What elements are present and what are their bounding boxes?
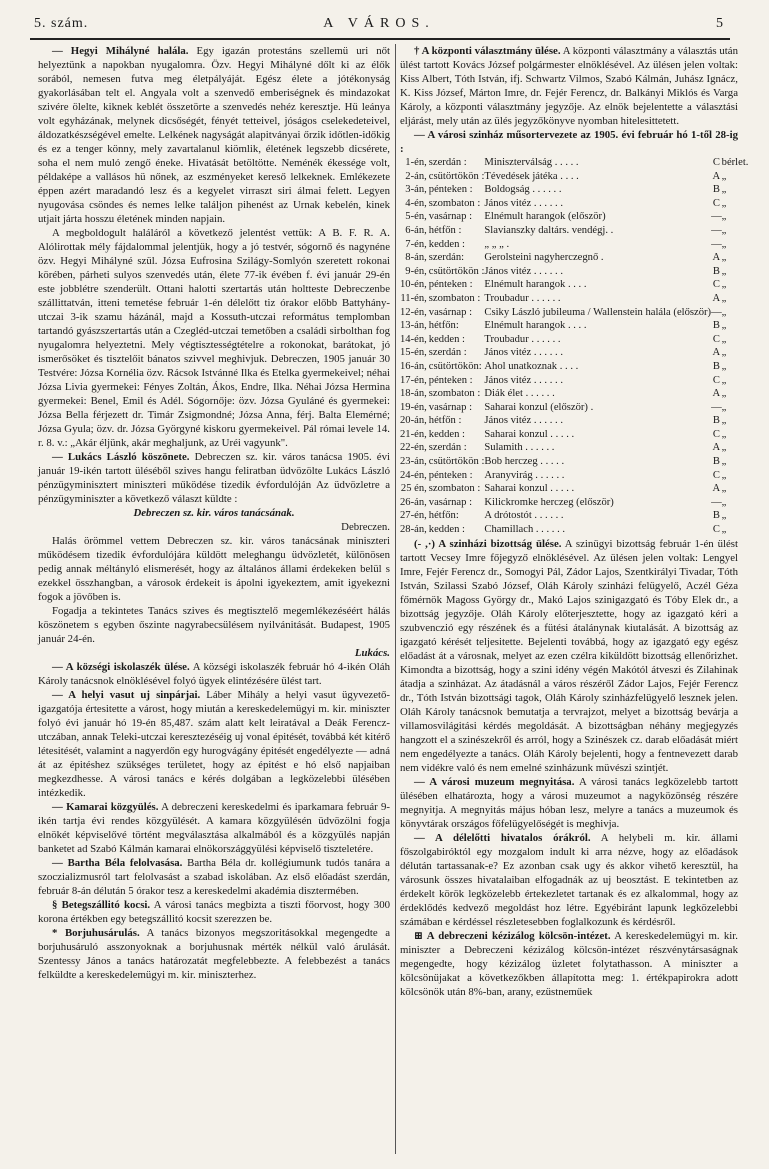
- program-weekday: szerdán :: [428, 442, 467, 454]
- program-subscription: „: [721, 360, 727, 372]
- program-title: Diák élet . . . . . .: [484, 388, 555, 400]
- program-subscription: „: [721, 279, 727, 291]
- program-title: Troubadur . . . . . .: [484, 333, 561, 345]
- program-series: —: [711, 238, 722, 250]
- article-paragraph: [38, 226, 390, 450]
- program-weekday: kedden :: [428, 524, 465, 536]
- program-subscription: „: [721, 224, 727, 236]
- program-subscription: „: [721, 292, 727, 304]
- article-paragraph: [38, 44, 390, 226]
- article-heading: — A délelőtti hivatalos órákról.: [414, 831, 591, 844]
- program-weekday: hétfőn :: [428, 415, 462, 427]
- program-row: [400, 482, 748, 496]
- program-row: [400, 441, 748, 455]
- program-weekday: hétfőn :: [428, 224, 462, 236]
- article-heading: — A városi szinház műsortervezete az 1905. évi február hó 1-től 28-ig :: [400, 129, 738, 155]
- program-title: Saharai konzul (először) .: [484, 401, 594, 413]
- article-heading: — Bartha Béla felolvasása.: [52, 857, 183, 869]
- program-weekday: pénteken :: [428, 279, 473, 291]
- program-weekday: pénteken :: [428, 374, 473, 386]
- column-separator: [395, 44, 396, 1154]
- program-title: Ahol unatkoznak . . . .: [484, 360, 579, 372]
- program-subscription: „: [721, 483, 727, 495]
- program-weekday: pénteken :: [428, 469, 473, 481]
- program-weekday: vasárnap :: [428, 211, 473, 223]
- program-title: János vitéz . . . . . .: [484, 415, 563, 427]
- program-date: 5-én,: [405, 211, 427, 223]
- program-date: 14-én,: [400, 333, 427, 345]
- program-date: 15-én,: [400, 347, 427, 359]
- article-heading: — A városi muzeum megnyitása.: [414, 775, 575, 788]
- program-series: C: [712, 333, 720, 345]
- program-title: Saharai konzul . . . . .: [484, 428, 575, 440]
- article-body: A tanács bizonyos megszoritásokkal megengedte a borjuhusáruló asszonyoknak a borjuhusnak mérték nélkül való árulását. Szentessy János a tanács határozatát megfelebbezte. A felebbezést a tanács felküldte a kereskedelemügyi m. kir. miniszterhez.: [38, 927, 391, 981]
- program-title: Troubadur . . . . . .: [484, 292, 561, 304]
- program-row: [400, 523, 748, 537]
- program-date: 2-án,: [405, 170, 427, 182]
- program-weekday: pénteken :: [428, 184, 473, 196]
- program-weekday: csütörtökön:: [428, 360, 482, 372]
- program-title: Sulamith . . . . . .: [484, 442, 555, 454]
- program-title: Gerolsteini nagyherczegnő .: [484, 252, 604, 264]
- program-row: [400, 455, 748, 469]
- article-body: A központi választmány a választás után ülést tartott Kovács József polgármester elnöklésével. Az ülésen jelen voltak: Kiss Albert, Tóth István, ifj. Schwartz Vilmos, Szabó Kálmán, Juhász Ignácz, K. Kiss József, Márton Imre, dr. Fejér Ferencz, dr. Balkányi Miklós és Varga Károly, a központi választmány jegyzője. Az elnök bejelentette a választási eljárást, mely után az ülés jegyzőkönyve nyomban hitelesittetett.: [400, 45, 738, 127]
- program-row: [400, 292, 748, 306]
- program-series: —: [711, 401, 722, 413]
- article-heading: § Betegszállitó kocsi.: [52, 899, 151, 911]
- program-series: C: [712, 279, 720, 291]
- program-title: Chamillach . . . . . .: [484, 524, 566, 536]
- program-row: [400, 333, 748, 347]
- program-series: —: [711, 496, 722, 508]
- program-series: C: [712, 428, 720, 440]
- article-heading: — Lukács László köszönete.: [52, 451, 190, 463]
- program-date: 24-én,: [400, 469, 427, 481]
- article-paragraph: [38, 450, 390, 506]
- program-subscription: „: [721, 347, 727, 359]
- program-weekday: csütörtökön :: [428, 170, 485, 182]
- program-row: [400, 156, 748, 170]
- program-row: [400, 278, 748, 292]
- program-subscription: „: [721, 320, 727, 332]
- program-series: A: [712, 252, 721, 264]
- program-row: [400, 469, 748, 483]
- program-weekday: szombaton :: [428, 197, 481, 209]
- article-paragraph: [400, 537, 738, 775]
- program-series: B: [712, 265, 720, 277]
- program-row: [400, 238, 748, 252]
- program-row: [400, 224, 748, 238]
- program-date: 7-én,: [405, 238, 427, 250]
- program-subscription: „: [721, 238, 727, 250]
- program-row: [400, 360, 748, 374]
- program-row: [400, 183, 748, 197]
- article-paragraph: [38, 856, 390, 898]
- program-date: 1-én,: [405, 157, 427, 168]
- article-paragraph: [400, 775, 738, 831]
- program-subscription: „: [721, 469, 727, 481]
- program-series: B: [712, 184, 720, 196]
- program-title: Saharai konzul . . . . .: [484, 483, 575, 495]
- article-paragraph: Lukács.: [354, 647, 390, 659]
- program-title: János vitéz . . . . . .: [484, 265, 563, 277]
- program-series: C: [712, 469, 720, 481]
- program-row: [400, 387, 748, 401]
- article-paragraph: [38, 688, 390, 800]
- program-title: „ „ „ .: [484, 238, 510, 250]
- program-date: 10-én,: [400, 279, 427, 291]
- program-weekday: szombaton :: [428, 292, 481, 304]
- program-series: C: [712, 157, 720, 168]
- program-weekday: hétfőn:: [428, 320, 459, 332]
- program-weekday: csütörtökön :: [428, 265, 485, 277]
- program-weekday: szerdán:: [428, 252, 465, 264]
- article-heading: (- ,·) A szinházi bizottság ülése.: [414, 537, 562, 550]
- program-date: 8-án,: [405, 252, 427, 264]
- program-subscription: „: [721, 333, 727, 345]
- program-series: A: [712, 347, 721, 359]
- program-row: [400, 197, 748, 211]
- article-paragraph: Debreczen sz. kir. város tanácsának.: [133, 507, 295, 519]
- program-title: János vitéz . . . . . .: [484, 197, 563, 209]
- program-row: [400, 210, 748, 224]
- article-paragraph: [400, 831, 738, 929]
- article-body: Fogadja a tekintetes Tanács szives és megtisztelő megemlékezéséért hálás köszönetem s egyben őszinte nagyrabecsülésem nyilvánitását. Budapest, 1905 január 24-én.: [38, 605, 390, 645]
- program-subscription: „: [721, 211, 727, 223]
- issue-number: 5. szám.: [34, 16, 89, 31]
- program-title: János vitéz . . . . . .: [484, 347, 563, 359]
- program-date: 9-én,: [405, 265, 427, 277]
- article-body: A megboldogult haláláról a következő jelentést vettük: A B. F. R. A. Alólirottak mély fájdalommal jelentjük, hogy a jó testvér, sógornő és nagynéne özv. Hegyi Mihályné szül. Józsa Eufrosina Szilágy-Somlyón szeretett rokonai körében, párheti sulyos szenvedés után, élete 77-ik évében f. évi január 29-én este jobblétre szenderült. Ottani halotti szertartás után holtteste Debreczenbe szállittatván, itteni temetése február 1-én délelőtt tiz órakor előbb Battyhány-utczai 3-ik szamu házánál, majd a Kossuth-utczai református templomban tartandó gyászszertartás után a Czegléd-utczai temetőben a családi sirbolthan fog nyugalomra helyeztetni. Mely végtisztességtételre a rokonokat, barátokat, jó ismerősöket és tisztelőit bánatos szivvel meghivjuk. Debreczen, 1905 január 30 Testvére: Józsa Kornélia özv. Rácsok Istvánné Ilka és Etelka gyermekeivel; néhai Józsa Livia gyermekei: Fényes Zoltán, Ákos, Endre, Ilka. Néhai Józsa Hermina gyermekei: Benel, Emil és Adél. Sógornője: özv. Józsa Gyuláné és gyermekei: Józsa Bella férjezett dr. Timár Zsigmondné; Józsa Anna, férj. Balta Elemérné; Józsa Gyula; özv. dr. Józsa Györgyné kiskoru gyermekeivel. Pál római levele 14. r. 8. v.: „Akár éljünk, akár meghaljunk, az Uréi vagyunk".: [38, 227, 391, 449]
- article-body: A debreczeni kereskedelmi és iparkamara február 9-ikén tartja évi rendes közgyülését. A kamara közgyülésén üdvözölni fogja elnökét képviselővé történt megválasztása alkalmából és a közgyülés napján banketet ad Szabó Kálmán kamarai elnökországgyülési képviselő tiszteletére.: [38, 801, 390, 855]
- program-subscription: „: [721, 265, 727, 277]
- article-paragraph: [38, 926, 390, 982]
- program-title: Elnémult harangok . . . .: [484, 279, 587, 291]
- article-paragraph: [38, 898, 390, 926]
- program-series: A: [712, 388, 721, 400]
- right-column: [400, 44, 749, 999]
- program-subscription: „: [721, 197, 727, 209]
- program-weekday: szombaton :: [428, 483, 481, 495]
- program-weekday: szerdán :: [428, 157, 467, 168]
- program-title: Tévedések játéka . . . .: [484, 170, 579, 182]
- program-date: 12-én,: [400, 306, 427, 318]
- program-series: B: [712, 415, 720, 427]
- article-body: Egy igazán protestáns szellemü uri nőt helyeztünk a napokban nyugalomra. Özv. Hegyi Mihályné dőlt ki az élők sorából, nemesen futva meg életpályáját. Egész élete a jótékonyság gyakorlásában telt el. Angyala volt a szenvedő emberiségnek és mindazokat szivére ölelte, kiknek keblét összetörte a szenvedés nehéz keresztje. Hü leánya volt egyházának, melynek dicsőségét, fényét tetteivel, jóságos cselekedeteivel, áldozatkészségével emelte. Lelkének nagyságát alapitványai őrzik időtlen-időkig és ez a tenger könny, mely zavartalanul kiömlik, életének legszebb dicsérete, soha el nem muló zengő éneke. Hivatását betöltötte. Neménék ékessége volt, példaképe a vallásos hü nőnek, az eszményeket kereső lelkeknek. Emlékezete éppen azért maradandó lesz és a kegyelet virraszt siri álmai felett. Legyen nyugovása csöndes és nemes lelke találjon pihenést az Urnak kebelén, kinek utjait járta hosszu életének minden napjain.: [38, 45, 390, 225]
- program-date: 25 én,: [400, 483, 427, 495]
- program-series: —: [711, 306, 722, 318]
- program-date: 19-én,: [400, 401, 427, 413]
- program-date: 3-án,: [405, 184, 427, 196]
- program-title: Slavianszky daltárs. vendégj. .: [484, 224, 614, 236]
- article-paragraph: [38, 534, 390, 604]
- program-row: [400, 265, 748, 279]
- program-subscription: „: [721, 374, 727, 386]
- program-subscription: „: [721, 442, 727, 454]
- article-paragraph: Debreczen.: [341, 521, 390, 533]
- masthead-title: A VÁROS.: [323, 16, 435, 31]
- program-row: [400, 428, 748, 442]
- article-heading: — Hegyi Mihályné halála.: [52, 45, 189, 57]
- program-date: 26-án,: [400, 496, 427, 508]
- program-series: C: [712, 197, 720, 209]
- program-series: B: [712, 456, 720, 468]
- program-subscription: „: [721, 510, 727, 522]
- program-weekday: vasárnap :: [428, 496, 473, 508]
- article-paragraph: [400, 44, 738, 128]
- program-weekday: vasárnap :: [428, 306, 473, 318]
- program-date: 23-án,: [400, 456, 427, 468]
- article-heading: — Kamarai közgyülés.: [52, 801, 159, 813]
- program-row: [400, 346, 748, 360]
- article-heading: ⊞ A debreczeni kézizálog kölcsön-intézet.: [414, 929, 611, 942]
- header-rule: [30, 38, 730, 40]
- program-date: 28-án,: [400, 524, 427, 536]
- program-row: [400, 414, 748, 428]
- program-title: János vitéz . . . . . .: [484, 374, 563, 386]
- program-row: [400, 306, 748, 320]
- article-body: Láber Mihály a helyi vasut ügyvezető-igazgatója értesitette a várost, hogy miután a kereskedelemügyi m. kir. miniszter folyó évi január hó 19-én 85,487. szám alatt kelt leiratával a Deák Ferencz-utczában, annak Teleki-utczai keresztezéséig uj vonal épitését, továbbá két kitérő létesitését, valamint a nagyerdőn egy hurogvágány épitését engedélyezte — adná át az épitéshez szükséges területet, hogy az épitést e hó első napjaiban megkezdhesse. A városi tanács e kérés dolgában a legközelebbi ülésében intézkedik.: [38, 689, 390, 799]
- program-series: —: [711, 224, 722, 236]
- program-title: Aranyvirág . . . . . .: [484, 469, 565, 481]
- article-body: A városi tanács legközelebb tartott ülésében elhatározta, hogy a városi muzeumot a nagyközönség részére megnyitja. A megnyitás május hóban lesz, melyre a tanács a muzeumok és könyvtárak országos főfelügyelőségét is meghivja.: [400, 775, 738, 830]
- program-subscription: „: [721, 524, 727, 536]
- program-series: C: [712, 374, 720, 386]
- program-subscription: „: [721, 252, 727, 264]
- article-body: A községi iskolaszék február hó 4-ikén Oláh Károly tanácsnok elnöklésével folyó ügyek elintézésére ülést tart.: [38, 661, 390, 687]
- program-weekday: kedden :: [428, 333, 465, 345]
- program-series: A: [712, 170, 721, 182]
- program-title: Csiky László jubileuma / Wallenstein halála (először): [484, 306, 712, 318]
- program-row: [400, 319, 748, 333]
- article-body: Halás örömmel vettem Debreczen sz. kir. város tanácsának miniszteri működésem tizedik évfordulójára küldött meleghangu üdvözletét, különösen pedig annak méltányló elismerését, hogy az általános állami érdekeken belül s ezekkel összhangban, a városok érdekeit is ápolni igyekeztem, amit igyekezni fogok a jövőben is.: [38, 535, 390, 603]
- program-row: [400, 251, 748, 265]
- program-date: 11-én,: [400, 292, 427, 304]
- program-series: A: [712, 292, 721, 304]
- program-subscription: „: [721, 401, 727, 413]
- program-subscription: „: [721, 428, 727, 440]
- program-weekday: kedden :: [428, 428, 465, 440]
- article-body: A kereskedelemügyi m. kir. miniszter a Debreczeni kézizálog kölcsön-intézet részvénytársaságnak megengedte, hogy kézizálog üzletet folytathasson. A miniszter a kölcsönüjakat a következőkben állapította meg: 1. értékpapirokra adott kölcsönök után 8%-ban, arany, ezüstneműek: [400, 929, 738, 998]
- article-body: Debreczen sz. kir. város tanácsa 1905. évi január 19-ikén tartott üléséből szives hangu feliratban üdvözölte Lukács László pénzügyminisztert miniszteri működése tizedik évfordulóján Az üdvözletre a pénzügyminiszter a következő választ küldte :: [38, 451, 390, 505]
- article-paragraph: [400, 929, 738, 999]
- page-header: [34, 16, 724, 36]
- program-date: 6-án,: [405, 224, 427, 236]
- program-title: Elnémult harangok (először): [484, 211, 606, 223]
- program-date: 4-én,: [405, 197, 427, 209]
- program-date: 16-án,: [400, 360, 427, 372]
- program-weekday: hétfőn:: [428, 510, 459, 522]
- article-heading: — A községi iskolaszék ülése.: [52, 661, 190, 673]
- program-series: C: [712, 524, 720, 536]
- program-date: 22-én,: [400, 442, 427, 454]
- program-row: [400, 401, 748, 415]
- article-body: A városi tanács megbizta a tiszti főorvost, hogy 300 korona értékben egy betegszállitó kocsit szerezzen be.: [38, 899, 390, 925]
- program-date: 17-én,: [400, 374, 427, 386]
- article-heading: † A központi választmány ülése.: [414, 45, 561, 57]
- article-paragraph: [38, 604, 390, 646]
- program-series: A: [712, 483, 721, 495]
- article-paragraph: [38, 800, 390, 856]
- article-paragraph: [400, 128, 738, 156]
- program-date: 27-én,: [400, 510, 427, 522]
- program-subscription: „: [721, 496, 727, 508]
- program-weekday: vasárnap :: [428, 401, 473, 413]
- program-title: Miniszterválság . . . . .: [484, 157, 579, 168]
- program-subscription: „: [721, 456, 727, 468]
- article-body: Bartha Béla dr. kollégiumunk tudós tanára a szoczializmusról tart felolvasást a szabad iskolában. Az első előadást szerdán, február 8-án délután 5 órakor tesz a kereskedelmi akadémia disztermében.: [38, 857, 390, 897]
- program-date: 20-án,: [400, 415, 427, 427]
- left-column: [38, 44, 390, 982]
- program-title: Elnémult harangok . . . .: [484, 320, 587, 332]
- program-title: Bob herczeg . . . . .: [484, 456, 565, 468]
- article-paragraph: [38, 660, 390, 688]
- program-row: [400, 496, 748, 510]
- program-date: 13-án,: [400, 320, 427, 332]
- program-weekday: szombaton :: [428, 388, 481, 400]
- program-date: 18-án,: [400, 388, 427, 400]
- page-number: 5: [716, 16, 724, 31]
- article-body: A szinügyi bizottság február 1-én ülést tartott Vecsey Imre főjegyző elnöklésével. Az ülésen jelen voltak: Lengyel Imre, Fejér Ferencz dr., Somogyi Pál, Zádor Lajos, Szentkirályi Tivadar, Tóth István, Szilassi Szabó József, Oláh Károly szinházi felügyelő, Aczél Géza főmérnök Magoss György dr., Makó Lajos szinigazgató és Tóby Elek dr., a bizottság jegyzője. Oláh Károly előterjesztette, hogy az igazgató kéri a szubvenczió egy részének és a fütési átalánynak kiutalását. A bizottság az igazgató kérését teljesitette. Bejelenti továbbá, hogy az igazgató egy egész előadást át a városnak, melyet az ezen czélra kiküldött bizottság ellenőrizhet. Kimondta a bizottság, hogy a szini idény végén Makótól átveszi és Zilahinak átadja a szinházat. Az átadásnál a város részéről Zádor Lajos, Fejér Ferencz dr., Tóth István bizottsági tagok, Oláh Károly szinházfelügyelő lesznek jelen. Oláh Károly tanácsnok bemutatja a tervrajzot, melyet a bizottság bevárja a villamosvilágitási kérdés megoldását. A bizottságban néhány megjegyzés hangzott el a szinészekről és arról, hogy a Szinészek cz. darab előadását miért nem engedélyezte a tanács. Oláh Károly bejelenti, hogy a fentnevezett darab nem vidékre való és nem emelné szinházunk müvészi szintjét.: [400, 537, 738, 774]
- program-row: [400, 170, 748, 184]
- program-subscription: „: [721, 306, 727, 318]
- article-heading: — A helyi vasut uj sinpárjai.: [52, 689, 201, 701]
- article-heading: * Borjuhusárulás.: [52, 927, 140, 939]
- program-row: [400, 509, 748, 523]
- program-title: Kilickromke herczeg (először): [484, 496, 614, 508]
- program-weekday: csütörtökön :: [428, 456, 485, 468]
- program-subscription: bérlet.: [721, 157, 749, 168]
- program-subscription: „: [721, 184, 727, 196]
- theatre-program-table: [400, 156, 748, 537]
- program-subscription: „: [721, 388, 727, 400]
- program-title: Boldogság . . . . . .: [484, 184, 562, 196]
- program-series: A: [712, 442, 721, 454]
- program-date: 21-én,: [400, 428, 427, 440]
- article-body: A helybeli m. kir. állami főszolgabiróktól egy mozgalom indult ki arra nézve, hogy az előadások délután tartassanak-e? Ez azonban csak ugy és akkor vihető keresztül, ha városunk összes hivatalaiban elfogadnák az uj beosztást. E tekintetben az érdekelt körök legközelebb értekezletet tartanak és ez alkalommal, hogy az érdeklődés kedvező megoldást hoz létre. Egyébiránt lapunk legközelebbi számában e kérdéssel részletesebben foglalkozunk és kérdésről.: [400, 831, 738, 928]
- program-weekday: szerdán :: [428, 347, 467, 359]
- program-series: B: [712, 510, 720, 522]
- program-row: [400, 374, 748, 388]
- program-series: —: [711, 211, 722, 223]
- program-weekday: kedden :: [428, 238, 465, 250]
- program-series: B: [712, 320, 720, 332]
- program-series: B: [712, 360, 720, 372]
- program-subscription: „: [721, 415, 727, 427]
- program-title: A drótostót . . . . . .: [484, 510, 564, 522]
- program-subscription: „: [721, 170, 727, 182]
